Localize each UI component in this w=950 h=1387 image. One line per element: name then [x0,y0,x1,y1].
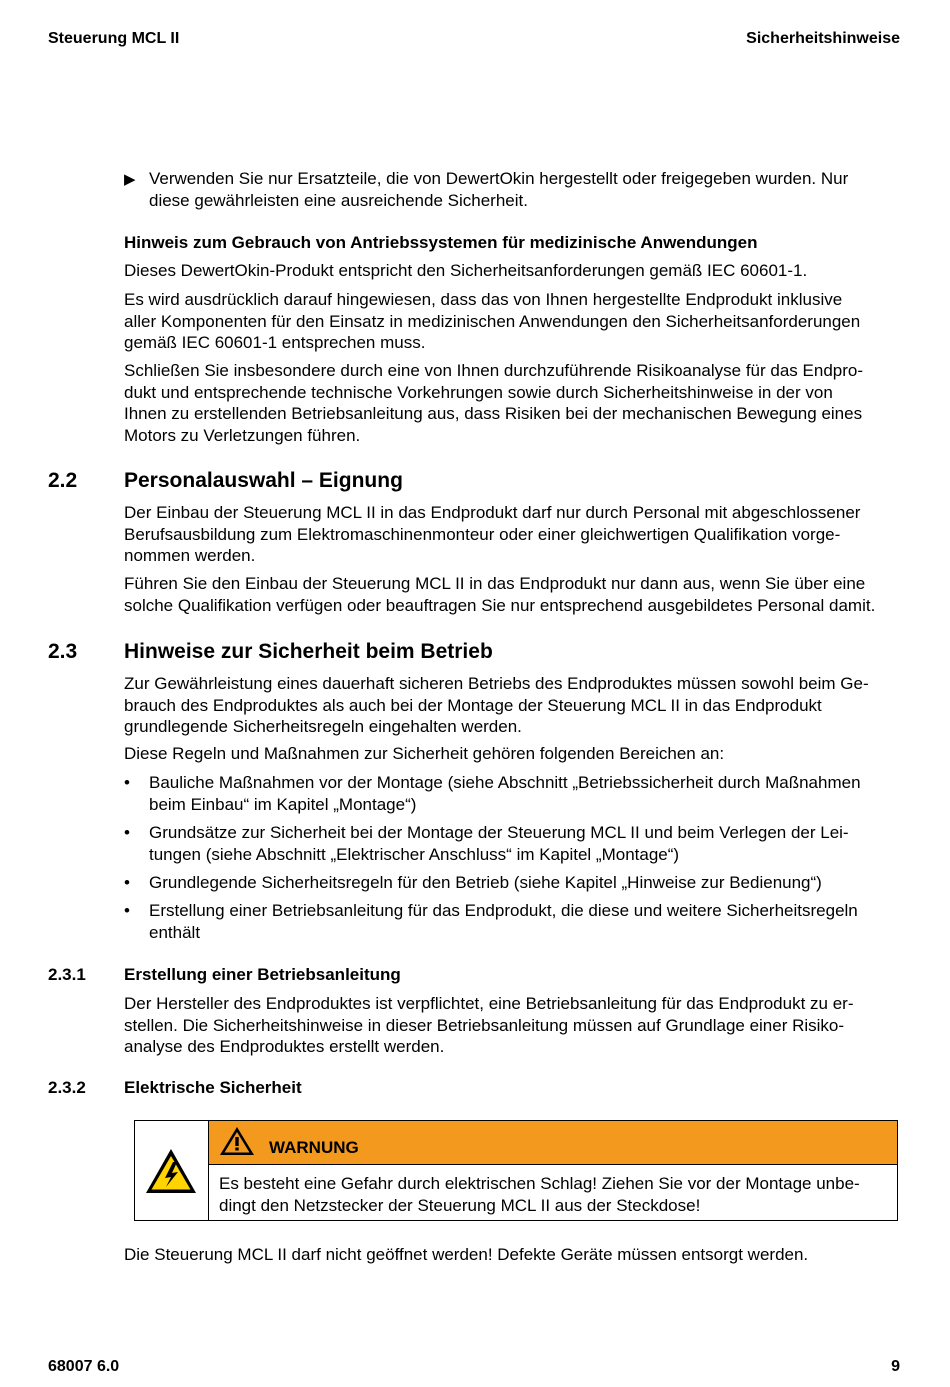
subsection-number: 2.3.2 [48,1078,86,1097]
warning-icon-cell [135,1121,209,1220]
page-number: 9 [891,1358,900,1375]
section-232-paragraph: Die Steuerung MCL II darf nicht geöffnet werden! Defekte Geräte müssen entsorgt werden. [124,1245,809,1264]
list-item: • Bauliche Maßnahmen vor der Montage (siehe Abschnitt „Betriebssicherheit durch Maßnahmen beim Einbau“ im Kapitel „Montage“) [124,773,861,814]
medical-paragraph-3: Schließen Sie insbesondere durch eine von Ihnen durchzuführende Risikoanalyse für das Endpro- dukt und entsprechende technische Vorkehrungen sowie durch Sicherheitshinweise in der von Ihnen zu erstellenden Betriebsanleitung aus, dass Risiken bei der mechanischen Bewegung eines Motors zu Verletzungen führen. [124,361,864,445]
medical-note-heading: Hinweis zum Gebrauch von Antriebssystemen für medizinische Anwendungen [124,233,758,252]
section-heading: Hinweise zur Sicherheit beim Betrieb [124,640,493,663]
medical-paragraph-2: Es wird ausdrücklich darauf hingewiesen, dass das von Ihnen hergestellte Endprodukt inklusive aller Komponenten für den Einsatz in medizinischen Anwendungen den Sicherheitsanforderungen gemäß IEC 60601-1 entsprechen muss. [124,290,861,352]
header-chapter-title: Sicherheitshinweise [746,30,900,47]
arrow-bullet-icon: ▶ [124,171,136,188]
list-item: • Grundsätze zur Sicherheit bei der Montage der Steuerung MCL II und beim Verlegen der Lei- tungen (siehe Abschnitt „Elektrischer Anschluss“ im Kapitel „Montage“) [124,823,849,864]
subsection-heading: Erstellung einer Betriebsanleitung [124,965,401,984]
bullet-icon: • [124,823,130,842]
bullet-icon: • [124,873,130,892]
warning-label: WARNUNG [269,1138,359,1157]
list-item: • Grundlegende Sicherheitsregeln für den Betrieb (siehe Kapitel „Hinweise zur Bedienung“) [124,873,822,892]
subsection-heading: Elektrische Sicherheit [124,1078,302,1097]
footer-doc-number: 68007 6.0 [48,1358,120,1375]
warning-text: Es besteht eine Gefahr durch elektrischen Schlag! Ziehen Sie vor der Montage unbe- dingt den Netzstecker der Steuerung MCL II aus der Steckdose! [219,1174,860,1215]
bullet-icon: • [124,773,130,792]
section-23-paragraph-1: Zur Gewährleistung eines dauerhaft sicheren Betriebs des Endproduktes müssen sowohl beim Ge- brauch des Endproduktes als auch bei der Montage der Steuerung MCL II in das Endprodukt grundlegende Sicherheitsregeln eingehalten werden. [124,674,869,736]
section-231-paragraph: Der Hersteller des Endproduktes ist verpflichtet, eine Betriebsanleitung für das Endprodukt zu er- stellen. Die Sicherheitshinweise in dieser Betriebsanleitung müssen auf Grundlage einer Risiko- analyse des Endproduktes erstellt werden. [124,994,854,1056]
list-item: • Erstellung einer Betriebsanleitung für das Endprodukt, die diese und weitere Sicherheitsregeln enthält [124,901,858,942]
section-heading: Personalauswahl – Eignung [124,469,403,492]
bullet-icon: • [124,901,130,920]
section-23-paragraph-2: Diese Regeln und Maßnahmen zur Sicherheit gehören folgenden Bereichen an: [124,744,725,763]
section-number: 2.2 [48,469,78,492]
text-line: Verwenden Sie nur Ersatzteile, die von DewertOkin hergestellt oder freigegeben wurden. Nur [149,169,849,188]
section-22-paragraph-1: Der Einbau der Steuerung MCL II in das Endprodukt darf nur durch Personal mit abgeschlossener Berufsausbildung zum Elektromaschinenmonteur oder einer gleichwertigen Qualifikation vorge- nommen werden. [124,503,861,565]
medical-paragraph-1: Dieses DewertOkin-Produkt entspricht den Sicherheitsanforderungen gemäß IEC 60601-1. [124,261,808,280]
electric-shock-warning-icon [144,1147,198,1195]
warning-box [134,1120,898,1221]
arrow-list-item [124,168,904,211]
text-line: diese gewährleisten eine ausreichende Sicherheit. [149,190,528,210]
section-number: 2.3 [48,640,78,663]
subsection-number: 2.3.1 [48,965,86,984]
warning-triangle-icon [219,1126,255,1156]
header-doc-title: Steuerung MCL II [48,30,180,47]
warning-header [209,1121,897,1165]
section-22-paragraph-2: Führen Sie den Einbau der Steuerung MCL II in das Endprodukt nur dann aus, wenn Sie über eine solche Qualifikation verfügen oder beauftragen Sie nur entsprechend ausgebildetes Personal damit. [124,574,876,615]
